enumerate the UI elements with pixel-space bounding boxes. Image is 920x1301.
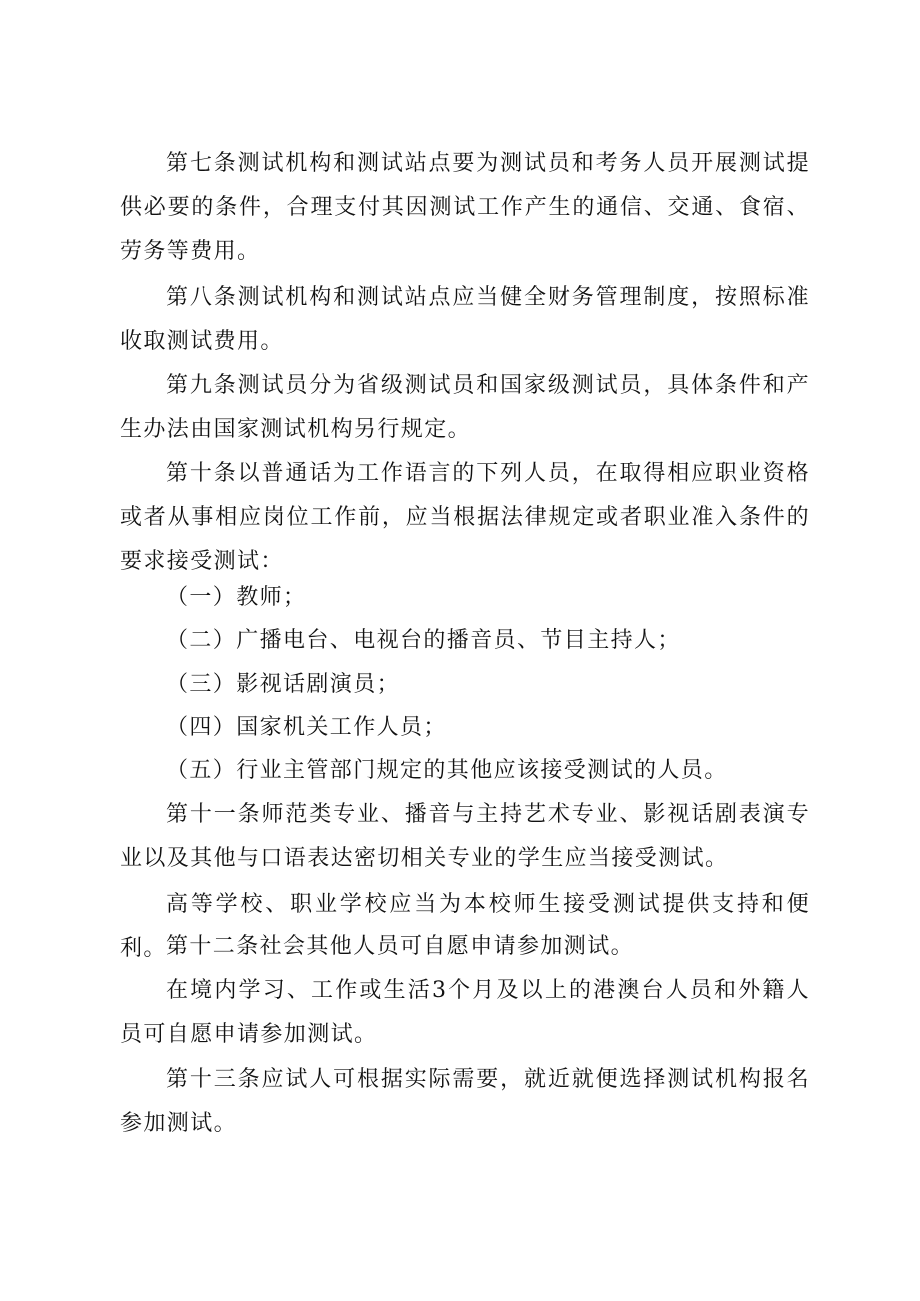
article-11-para-2: 高等学校、职业学校应当为本校师生接受测试提供支持和便利。 [120,892,810,961]
list-item-3: （三）影视话剧演员； [166,672,401,697]
article-13: 第十三条应试人可根据实际需要，就近就便选择测试机构报名参加测试。 [120,1067,810,1136]
list-item-5: （五）行业主管部门规定的其他应该接受测试的人员。 [166,758,728,783]
article-7: 第七条测试机构和测试站点要为测试员和考务人员开展测试提供必要的条件，合理支付其因测试工作产生的通信、交通、食宿、劳务等费用。 [120,151,810,264]
list-item-2: （二）广播电台、电视台的播音员、节目主持人； [166,628,681,653]
article-12-para-2: 在境内学习、工作或生活3个月及以上的港澳台人员和外籍人员可自愿申请参加测试。 [120,978,810,1047]
article-8: 第八条测试机构和测试站点应当健全财务管理制度，按照标准收取测试费用。 [120,285,810,354]
article-11: 第十一条师范类专业、播音与主持艺术专业、影视话剧表演专业以及其他与口语表达密切相关专业的学生应当接受测试。 [120,802,810,871]
list-item-4: （四）国家机关工作人员； [166,715,447,740]
article-9: 第九条测试员分为省级测试员和国家级测试员，具体条件和产生办法由国家测试机构另行规定。 [120,373,810,442]
article-10: 第十条以普通话为工作语言的下列人员，在取得相应职业资格或者从事相应岗位工作前，应当根据法律规定或者职业准入条件的要求接受测试： [120,461,810,574]
article-12: 第十二条社会其他人员可自愿申请参加测试。 [166,934,635,959]
list-item-1: （一）教师； [166,585,307,610]
